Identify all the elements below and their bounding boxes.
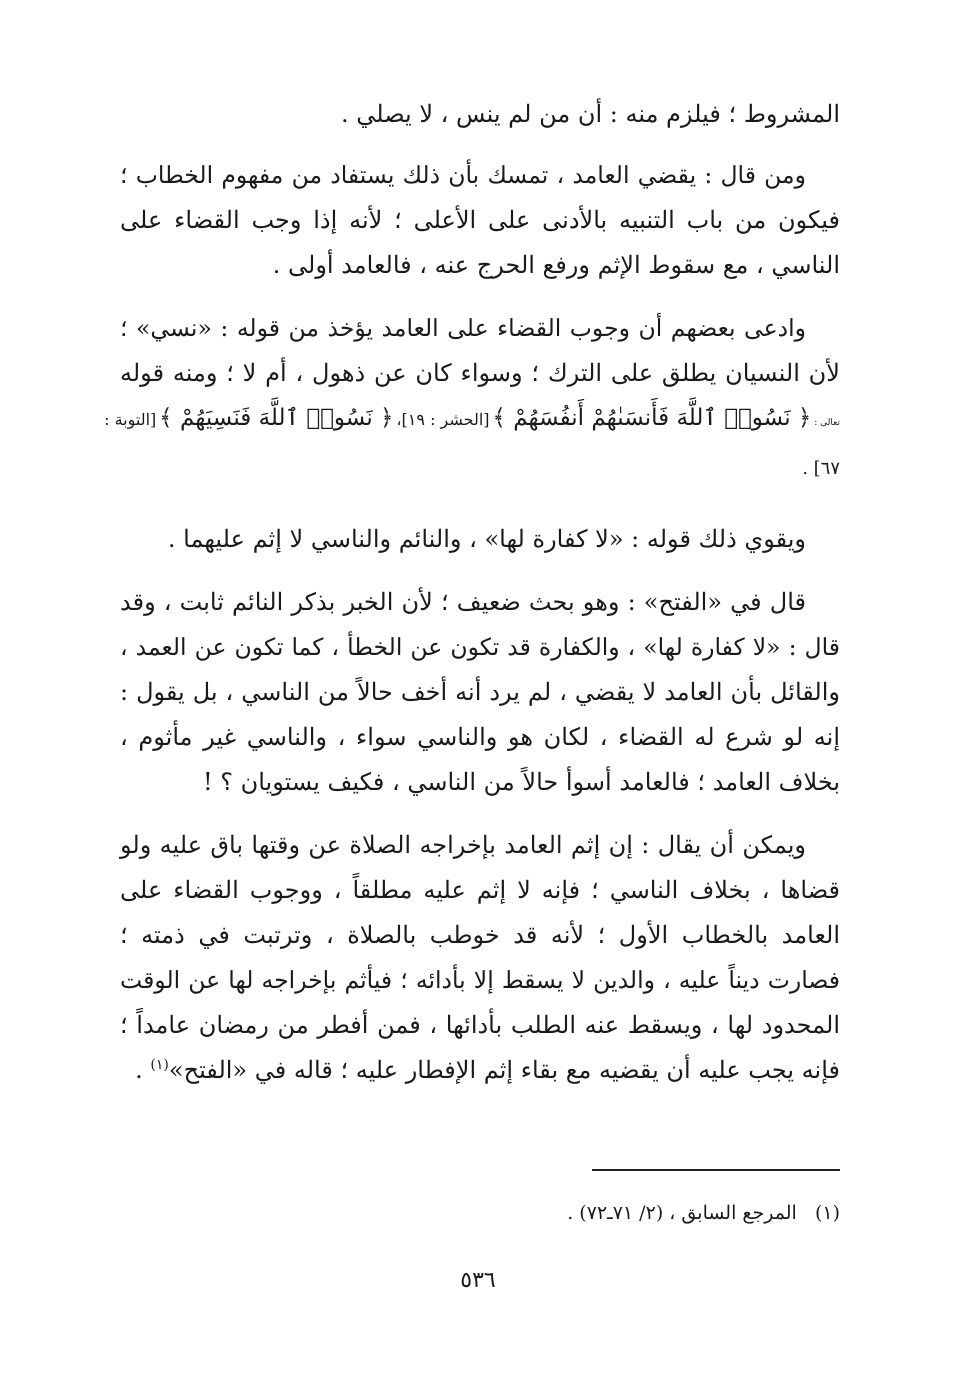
- text-line: العامد بالخطاب الأول ؛ لأنه قد خوطب بالصلاة ، وترتبت في ذمته ؛: [120, 921, 840, 949]
- text-line: قضاها ، بخلاف الناسي ؛ فإنه لا إثم عليه مطلقاً ، ووجوب القضاء على: [120, 876, 840, 904]
- text-line-with-footnote: [120, 1048, 840, 1093]
- verse-citation-tail: ٦٧] .: [802, 458, 840, 479]
- text-line: قال : «لا كفارة لها» ، والكفارة قد تكون عن الخطأ ، كما تكون عن العمد ،: [120, 633, 840, 661]
- text-line: فيكون من باب التنبيه بالأدنى على الأعلى ؛ لأنه إذا وجب القضاء على: [120, 206, 840, 234]
- paragraph-6: [120, 823, 840, 1093]
- quran-verse: ﴿ نَسُوا۟ ٱللَّهَ فَنَسِيَهُمْ ﴾: [159, 405, 394, 431]
- footnote-text: المرجع السابق ، (٢/ ٧١ـ٧٢) .: [567, 1202, 797, 1224]
- footnote: [140, 1198, 840, 1228]
- footnote-divider: [592, 1169, 840, 1171]
- text-line: وادعى بعضهم أن وجوب القضاء على العامد يؤخذ من قوله : «نسي» ؛: [120, 314, 806, 342]
- text-line: المشروط ؛ فيلزم منه : أن من لم ينس ، لا يصلي .: [340, 100, 840, 128]
- text-line: قال في «الفتح» : وهو بحث ضعيف ؛ لأن الخبر بذكر النائم ثابت ، وقد: [120, 588, 806, 616]
- text-line: فصارت ديناً عليه ، والدين لا يسقط إلا بأدائه ؛ فيأثم بإخراجه لها عن الوقت: [120, 966, 840, 994]
- paragraph-2: [120, 153, 840, 288]
- text-segment: فإنه يجب عليه أن يقضيه مع بقاء إثم الإفطار عليه ؛ قاله في «الفتح»: [168, 1056, 840, 1084]
- verse-citation: [الحشر : ١٩]،: [396, 410, 490, 429]
- paragraph-1: [120, 92, 840, 137]
- text-line: والقائل بأن العامد لا يقضي ، لم يرد أنه أخف حالاً من الناسي ، بل يقول :: [120, 678, 840, 706]
- text-line: المحدود لها ، ويسقط عنه الطلب بأدائها ، فمن أفطر من رمضان عامداً ؛: [120, 1011, 840, 1039]
- text-line: ويقوي ذلك قوله : «لا كفارة لها» ، والنائم والناسي لا إثم عليهما .: [167, 525, 806, 553]
- text-line: لأن النسيان يطلق على الترك ؛ وسواء كان عن ذهول ، أم لا ؛ ومنه قوله: [120, 359, 840, 387]
- text-line: ومن قال : يقضي العامد ، تمسك بأن ذلك يستفاد من مفهوم الخطاب ؛: [120, 161, 806, 189]
- text-line: الناسي ، مع سقوط الإثم ورفع الحرج عنه ، فالعامد أولى .: [272, 251, 840, 279]
- footnote-reference[interactable]: (١): [150, 1057, 169, 1073]
- page-body: [104, 92, 840, 1111]
- verse-citation: [التوبة :: [104, 410, 157, 429]
- paragraph-4: [120, 517, 840, 562]
- quran-verse: ﴿ نَسُوا۟ ٱللَّهَ فَأَنسَىٰهُمْ أَنفُسَهُمْ ﴾: [492, 405, 812, 431]
- text-segment: .: [135, 1056, 151, 1084]
- text-line: إنه لو شرع له القضاء ، لكان هو والناسي سواء ، والناسي غير مأثوم ،: [120, 723, 840, 751]
- footnote-number: (١): [814, 1202, 840, 1224]
- verse-intro: تعالى :: [814, 418, 840, 428]
- paragraph-5: [120, 580, 840, 805]
- paragraph-3: [104, 306, 840, 491]
- text-line: بخلاف العامد ؛ فالعامد أسوأ حالاً من الناسي ، فكيف يستويان ؟ !: [202, 768, 840, 796]
- page-number: ٥٣٦: [460, 1268, 496, 1293]
- text-line: ويمكن أن يقال : إن إثم العامد بإخراجه الصلاة عن وقتها باق عليه ولو: [120, 831, 806, 859]
- verse-line: [104, 396, 840, 446]
